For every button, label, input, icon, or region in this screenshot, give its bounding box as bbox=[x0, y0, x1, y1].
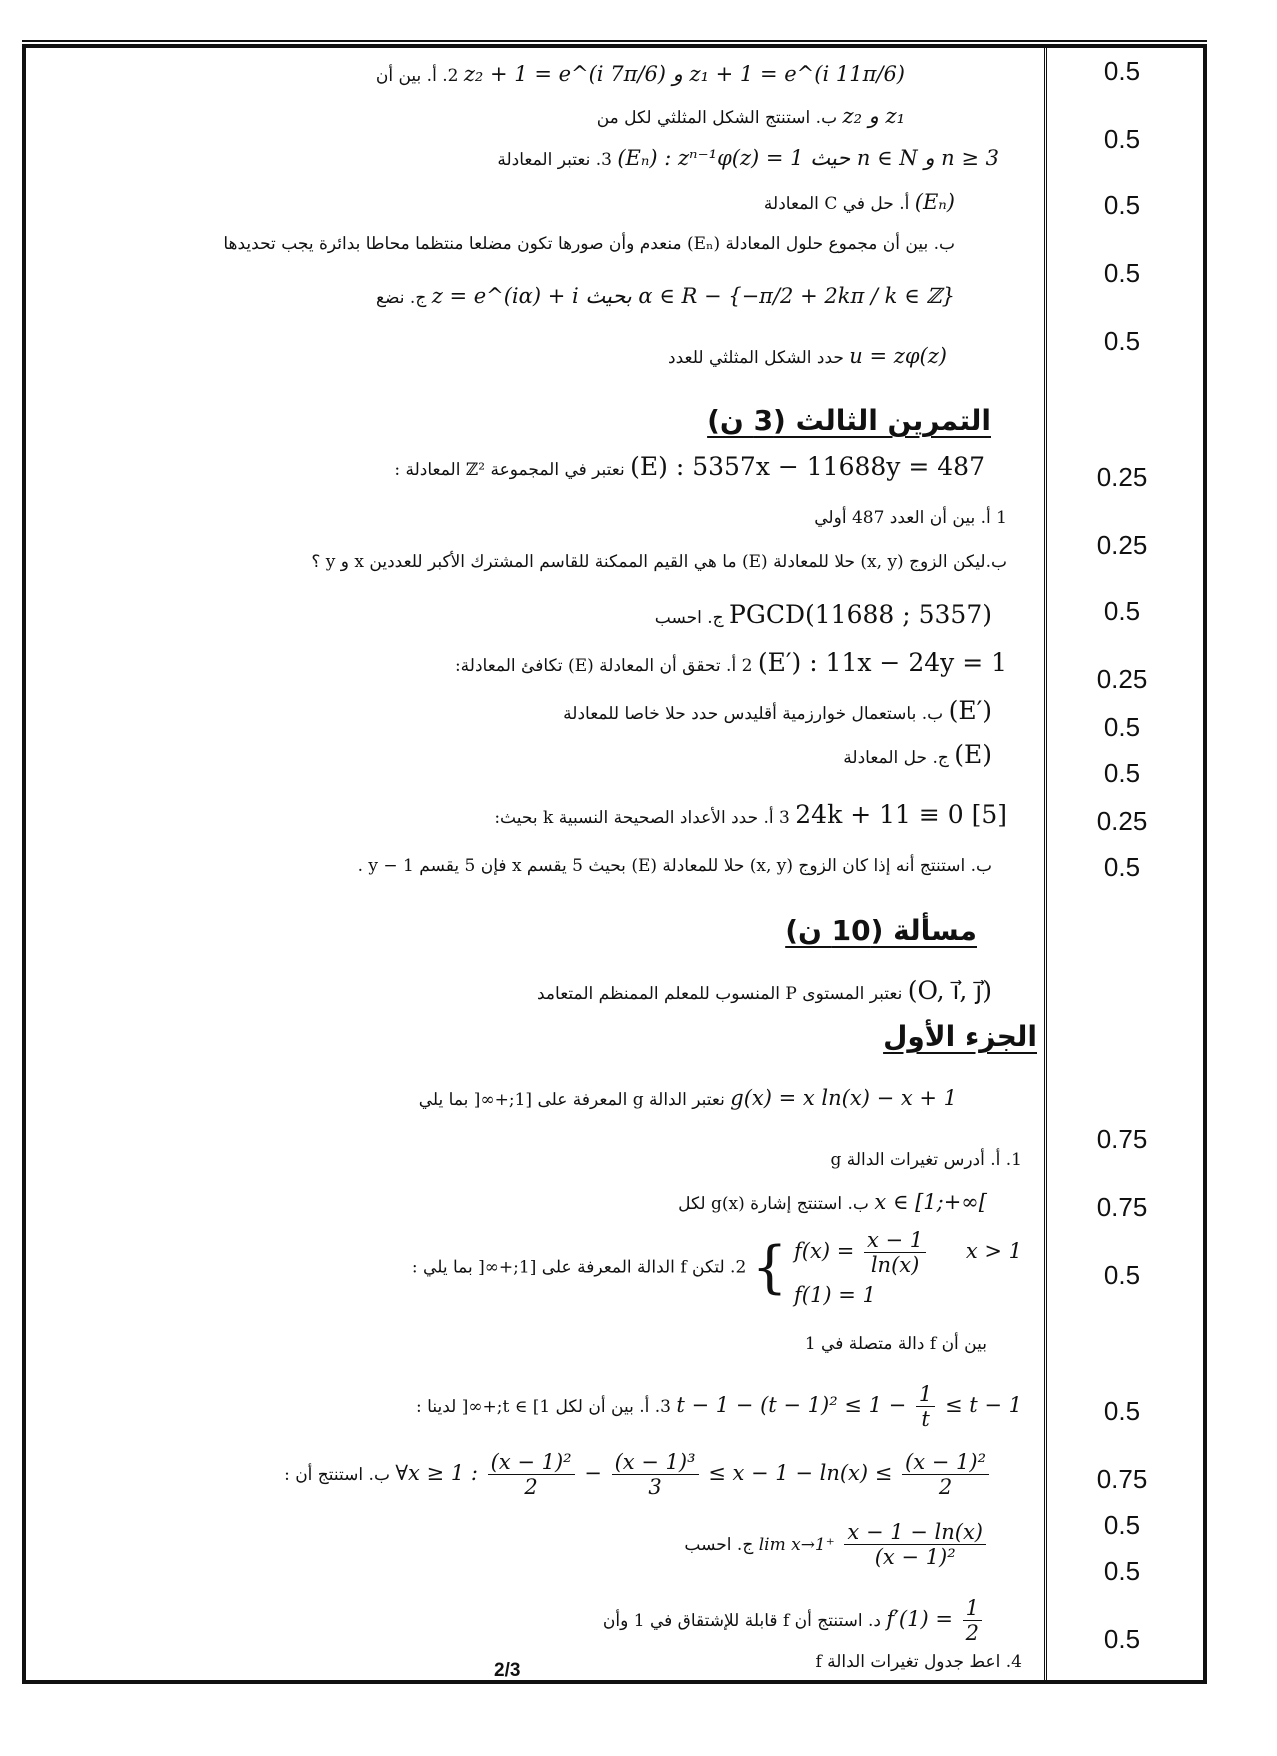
ex3-q2c-math: (E) bbox=[954, 740, 992, 769]
score-14: 0.75 bbox=[1096, 1124, 1148, 1154]
q3d-fraction bbox=[963, 1596, 982, 1645]
ex3-line-4 bbox=[655, 600, 992, 630]
problem-frame-math: (O, i⃗, j⃗) bbox=[907, 976, 992, 1005]
q3c-den: (x − 1)² bbox=[874, 1545, 956, 1570]
ex3-q2a-label: 2 أ. تحقق أن المعادلة (E) تكافئ المعادلة: bbox=[454, 656, 753, 676]
score-15: 0.75 bbox=[1096, 1192, 1148, 1222]
ex3-equation-prime: (E′) : 11x − 24y = 1 bbox=[757, 648, 1007, 677]
ex2-line-7 bbox=[668, 344, 947, 369]
q3b-den-2: 3 bbox=[648, 1475, 662, 1500]
q3a-label: 3. أ. بين أن لكل t ∈ [1;+∞[ لدينا : bbox=[416, 1397, 671, 1418]
q3b-inequality bbox=[395, 1450, 992, 1500]
q3d-math bbox=[886, 1596, 985, 1646]
score-16: 0.5 bbox=[1103, 1260, 1141, 1290]
q3c-limit bbox=[758, 1520, 989, 1570]
q1b-label: ب. استنتج إشارة g(x) لكل bbox=[678, 1194, 869, 1214]
q3d-num: 1 bbox=[963, 1596, 982, 1621]
ex2-q3-label: 3. نعتبر المعادلة bbox=[497, 150, 612, 170]
q3a-den: t bbox=[921, 1407, 930, 1432]
q3c-line bbox=[684, 1520, 989, 1569]
q3d-den: 2 bbox=[965, 1621, 979, 1646]
q3b-num-2: (x − 1)³ bbox=[612, 1450, 699, 1475]
q3b-den-1: 2 bbox=[524, 1475, 538, 1500]
q3d-label: د. استنتج أن f قابلة للإشتقاق في 1 وأن bbox=[602, 1611, 881, 1632]
q3a-line bbox=[416, 1382, 1022, 1431]
q3b-num-3: (x − 1)² bbox=[902, 1450, 989, 1475]
q3c-num: x − 1 − ln(x) bbox=[844, 1520, 986, 1545]
score-6: 0.25 bbox=[1096, 462, 1148, 492]
ex3-line-1 bbox=[394, 452, 985, 482]
problem-intro bbox=[537, 976, 992, 1006]
g-definition-label: نعتبر الدالة g المعرفة على [1;+∞[ بما يلي bbox=[418, 1090, 725, 1110]
fprime-lhs: f′(1) = bbox=[886, 1607, 953, 1632]
q3a-left: t − 1 − (t − 1)² ≤ 1 − bbox=[676, 1393, 907, 1418]
system-lines bbox=[794, 1228, 1022, 1308]
q2-system bbox=[752, 1228, 1022, 1308]
f-at-one: f(1) = 1 bbox=[794, 1283, 876, 1308]
q3c-fraction bbox=[844, 1520, 986, 1569]
ex2-q3a-label: أ. حل في C المعادلة bbox=[763, 194, 910, 214]
q3b-num-1: (x − 1)² bbox=[488, 1450, 575, 1475]
ex3-pgcd: PGCD(11688 ; 5357) bbox=[729, 600, 992, 629]
q3d-line bbox=[603, 1596, 985, 1645]
ex2-q3c-label: ج. نضع bbox=[375, 288, 427, 308]
score-12: 0.25 bbox=[1096, 806, 1148, 836]
ex2-line-4 bbox=[764, 190, 955, 215]
ex3-q1c-label: ج. احسب bbox=[654, 608, 724, 628]
score-1: 0.5 bbox=[1103, 56, 1141, 86]
q3b-quantifier: ∀x ≥ 1 : bbox=[395, 1461, 478, 1486]
ex2-line-2 bbox=[597, 104, 905, 129]
q2-continuity: بين أن f دالة متصلة في 1 bbox=[804, 1334, 987, 1354]
q3a-right: ≤ t − 1 bbox=[944, 1393, 1022, 1418]
ex3-line-8 bbox=[494, 800, 1007, 830]
ex3-equation: (E) : 5357x − 11688y = 487 bbox=[630, 452, 985, 481]
system-line-1 bbox=[794, 1228, 1022, 1277]
score-17: 0.5 bbox=[1103, 1396, 1141, 1426]
ex2-q3c-math-2: u = zφ(z) bbox=[849, 344, 947, 368]
ex3-line-9: ب. استنتج أنه إذا كان الزوج (x, y) حلا للمعادلة (E) بحيث 5 يقسم x فإن 5 يقسم y − 1 . bbox=[357, 856, 992, 876]
ex3-line-3: ب.ليكن الزوج (x, y) حلا للمعادلة (E) ما هي القيم الممكنة للقاسم المشترك الأكبر للعددين x و y ؟ bbox=[311, 552, 1007, 572]
q3b-frac-3 bbox=[902, 1450, 989, 1499]
score-column-divider bbox=[1044, 44, 1047, 1684]
ex3-q2b-label: ب. باستعمال خوارزمية أقليدس حدد حلا خاصا للمعادلة bbox=[563, 704, 944, 724]
score-19: 0.5 bbox=[1103, 1510, 1141, 1540]
ex2-q3a-math: (Eₙ) bbox=[914, 190, 955, 214]
q3a-num: 1 bbox=[916, 1382, 935, 1407]
score-2: 0.5 bbox=[1103, 124, 1141, 154]
problem-intro-label: نعتبر المستوى P المنسوب للمعلم الممنظم المتعامد bbox=[536, 984, 903, 1004]
q2-line bbox=[412, 1228, 1022, 1308]
g-definition bbox=[419, 1086, 957, 1111]
f-fraction bbox=[864, 1228, 926, 1277]
ex2-q2a-math: z₂ + 1 = e^(i 7π/6) و z₁ + 1 = e^(i 11π/6) bbox=[463, 62, 905, 86]
score-11: 0.5 bbox=[1103, 758, 1141, 788]
q3b-frac-1 bbox=[488, 1450, 575, 1499]
lim-operator: lim x→1⁺ bbox=[758, 1535, 835, 1556]
ex2-q2b-math: z₂ و z₁ bbox=[842, 104, 905, 128]
score-8: 0.5 bbox=[1103, 596, 1141, 626]
score-3: 0.5 bbox=[1103, 190, 1141, 220]
q3b-frac-2 bbox=[612, 1450, 699, 1499]
q3b-middle: ≤ x − 1 − ln(x) ≤ bbox=[708, 1461, 893, 1486]
ex3-congruence: 24k + 11 ≡ 0 [5] bbox=[795, 800, 1007, 829]
ex3-line-6 bbox=[563, 696, 992, 726]
page-number: 2/3 bbox=[494, 1660, 521, 1681]
q1b bbox=[678, 1190, 987, 1215]
f-lhs: f(x) = bbox=[794, 1239, 855, 1264]
f-den: ln(x) bbox=[870, 1253, 920, 1278]
score-7: 0.25 bbox=[1096, 530, 1148, 560]
ex3-line-2: 1 أ. بين أن العدد 487 أولي bbox=[814, 508, 1007, 528]
q3b-line bbox=[284, 1450, 992, 1499]
ex3-q2c-label: ج. حل المعادلة bbox=[843, 748, 949, 768]
q3a-inequality bbox=[676, 1382, 1022, 1432]
ex3-line-5 bbox=[455, 648, 1007, 678]
score-9: 0.25 bbox=[1096, 664, 1148, 694]
score-4: 0.5 bbox=[1103, 258, 1141, 288]
ex3-line-7 bbox=[843, 740, 992, 770]
ex2-q2b-label: ب. استنتج الشكل المثلثي لكل من bbox=[596, 108, 838, 128]
q1b-math: x ∈ [1;+∞[ bbox=[874, 1190, 987, 1214]
f-condition: x > 1 bbox=[965, 1239, 1022, 1264]
ex3-title: التمرين الثالث (3 ن) bbox=[707, 404, 991, 437]
score-13: 0.5 bbox=[1103, 852, 1141, 882]
q3b-label: ب. استنتج أن : bbox=[284, 1465, 390, 1486]
ex2-q3c-label-2: حدد الشكل المثلثي للعدد bbox=[668, 348, 844, 368]
score-20: 0.5 bbox=[1103, 1556, 1141, 1586]
problem-title: مسألة (10 ن) bbox=[785, 914, 977, 947]
ex3-intro-label: نعتبر في المجموعة ℤ² المعادلة : bbox=[394, 460, 625, 480]
ex2-line-5 bbox=[223, 234, 955, 254]
ex2-line-3 bbox=[497, 146, 999, 171]
system-brace: { bbox=[751, 1235, 788, 1301]
ex2-line-1 bbox=[376, 62, 905, 87]
q3c-label: ج. احسب bbox=[684, 1535, 754, 1556]
ex2-q3b-text: ب. بين أن مجموع حلول المعادلة (Eₙ) منعدم وأن صورها تكون مضلعا منتظما محاطا بدائرة يجب تحديدها bbox=[223, 234, 955, 254]
ex2-q3-math: (Eₙ) : zⁿ⁻¹φ(z) = 1 حيث n ∈ N و n ≥ 3 bbox=[617, 146, 999, 170]
ex2-q2a-label: 2. أ. بين أن bbox=[375, 66, 459, 86]
ex3-q3a-label: 3 أ. حدد الأعداد الصحيحة النسبية k بحيث: bbox=[494, 808, 790, 828]
g-formula: g(x) = x ln(x) − x + 1 bbox=[730, 1086, 957, 1110]
ex2-q3c-math: z = e^(iα) + i بحيث α ∈ R − {−π/2 + 2kπ / k ∈ ℤ} bbox=[431, 284, 955, 308]
ex3-q2b-math: (E′) bbox=[948, 696, 992, 725]
minus-sign: − bbox=[584, 1461, 602, 1486]
score-5: 0.5 bbox=[1103, 326, 1141, 356]
q3b-den-3: 2 bbox=[938, 1475, 953, 1500]
q2-label: 2. لتكن f الدالة المعرفة على [1;+∞[ بما يلي : bbox=[411, 1257, 747, 1278]
part-one-title: الجزء الأول bbox=[883, 1020, 1037, 1053]
f-num: x − 1 bbox=[864, 1228, 926, 1253]
score-10: 0.5 bbox=[1103, 712, 1141, 742]
top-rule bbox=[22, 40, 1207, 42]
q3a-fraction bbox=[916, 1382, 935, 1431]
score-21: 0.5 bbox=[1103, 1624, 1141, 1654]
ex2-line-6 bbox=[376, 284, 955, 309]
q1a: 1. أ. أدرس تغيرات الدالة g bbox=[830, 1150, 1022, 1170]
q4: 4. اعط جدول تغيرات الدالة f bbox=[815, 1652, 1022, 1672]
score-18: 0.75 bbox=[1096, 1464, 1148, 1494]
